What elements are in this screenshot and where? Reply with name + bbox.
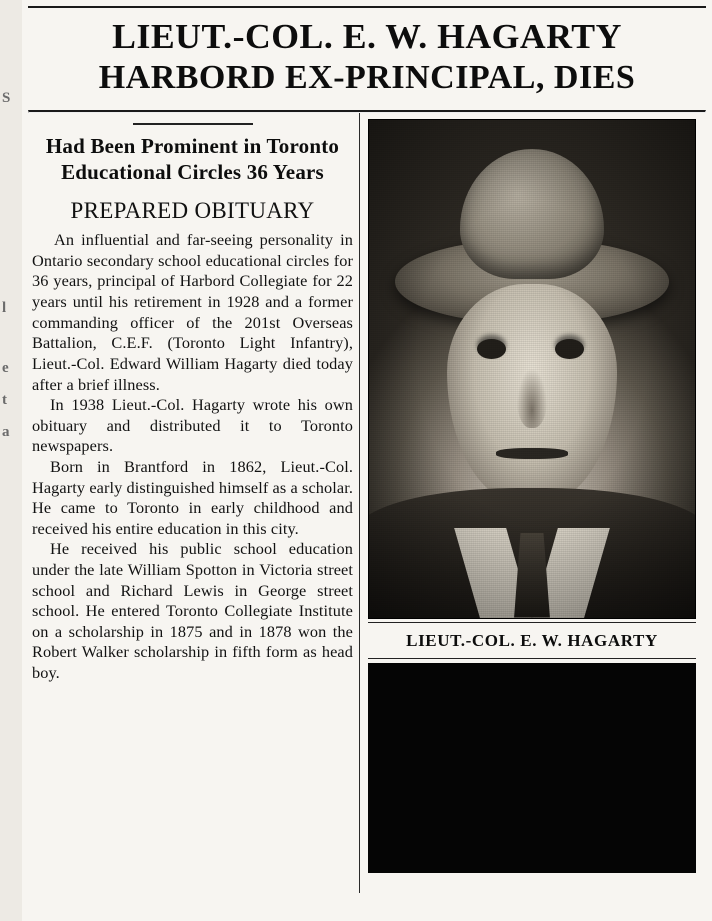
headline-line-1: LIEUT.-COL. E. W. HAGARTY (112, 17, 622, 56)
paragraph: He received his public school education under the late William Spotton in Victoria street school and Richard Lewis in George street school. He entered Toronto Collegiate Institute on a scholarship in 1875 and in 1878 won the Robert Walker scholarship in fifth form as head boy. (32, 539, 353, 683)
scan-black-area (368, 663, 696, 873)
margin-fragment: S (2, 90, 11, 106)
portrait-photo (368, 119, 696, 619)
paragraph: An influential and far-seeing personality in Ontario secondary school educational circles for 36 years, principal of Harbord Collegiate for 22 years until his retirement in 1928 and a former commanding officer of the 201st Overseas Battalion, C.E.F. (Toronto Light Infantry), Lieut.-Col. Edward William Hagarty died today after a brief illness. (32, 230, 353, 394)
margin-fragment: t (2, 392, 7, 408)
article (22, 0, 712, 921)
kicker-label: PREPARED OBITUARY (70, 198, 315, 224)
headline-line-2: HARBORD EX-PRINCIPAL, DIES (98, 58, 636, 96)
paragraph: In 1938 Lieut.-Col. Hagarty wrote his own obituary and distributed it to Toronto newspapers. (32, 395, 353, 456)
margin-fragment: a (2, 424, 10, 440)
article-body (32, 230, 353, 683)
vignette-overlay (369, 120, 695, 618)
subheadline: Had Been Prominent in Toronto Educational Circles 36 Years (45, 133, 340, 185)
photo-column (360, 113, 704, 893)
headline-block (22, 8, 712, 101)
two-column-body (22, 113, 712, 893)
margin-fragment: l (2, 300, 7, 316)
adjacent-column-sliver (0, 0, 22, 921)
photo-caption: LIEUT.-COL. E. W. HAGARTY (368, 622, 696, 659)
margin-fragment: e (2, 360, 9, 376)
page-title (30, 18, 704, 97)
text-column (22, 113, 360, 893)
paragraph: Born in Brantford in 1862, Lieut.-Col. Hagarty early distinguished himself as a scholar. He came to Toronto in early childhood and received his entire education in this city. (32, 456, 353, 538)
subhead-top-rule (133, 123, 253, 125)
